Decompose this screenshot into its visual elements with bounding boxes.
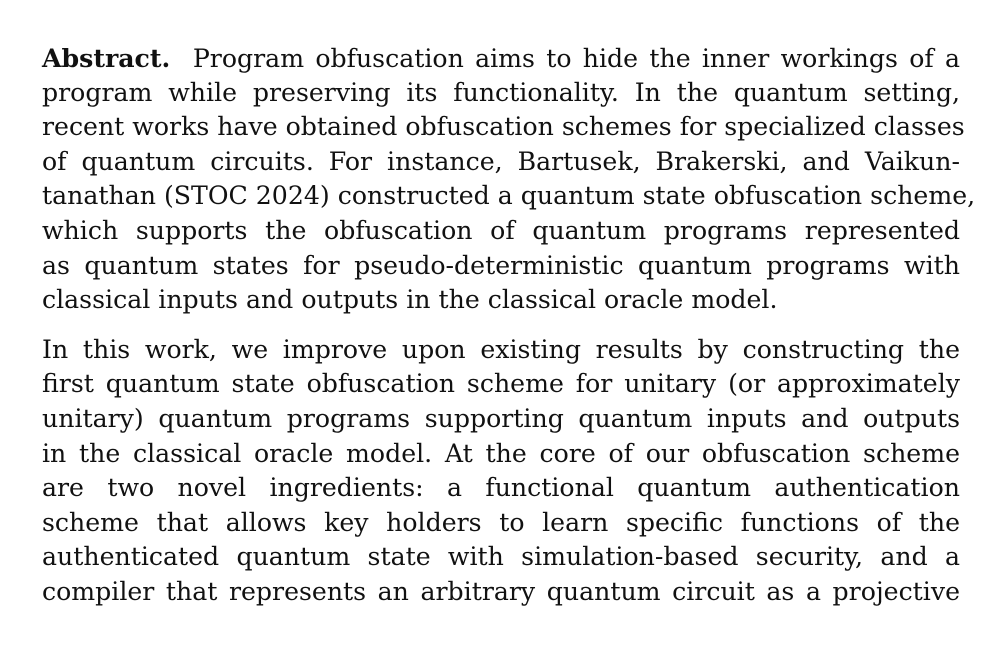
- abstract-label: Abstract.: [42, 43, 171, 73]
- text-line: classical inputs and outputs in the classical oracle model.: [42, 285, 778, 315]
- text-line-content: Program obfuscation aims to hide the inner workings of a: [192, 44, 960, 73]
- text-line: [42, 41, 960, 76]
- text-line: tanathan (STOC 2024) constructed a quantum state obfuscation scheme,: [42, 181, 976, 211]
- text-line: recent works have obtained obfuscation schemes for specialized classes: [42, 112, 965, 142]
- text-line: of quantum circuits. For instance, Bartusek, Brakerski, and Vaikun-: [42, 146, 960, 176]
- abstract-section: [42, 41, 976, 610]
- text-line: in the classical oracle model. At the core of our obfuscation scheme: [42, 438, 960, 468]
- text-line: compiler that represents an arbitrary quantum circuit as a projective: [42, 576, 960, 606]
- text-line: In this work, we improve upon existing results by constructing the: [42, 334, 960, 364]
- text-line: unitary) quantum programs supporting quantum inputs and outputs: [42, 403, 960, 433]
- text-line: authenticated quantum state with simulation-based security, and a: [42, 542, 960, 572]
- text-line: scheme that allows key holders to learn specific functions of the: [42, 507, 960, 537]
- text-line: program while preserving its functionality. In the quantum setting,: [42, 77, 960, 107]
- abstract-paragraph-2: [42, 333, 960, 610]
- text-line: first quantum state obfuscation scheme for unitary (or approximately: [42, 369, 960, 399]
- paragraph-gap: [42, 318, 960, 333]
- text-line: as quantum states for pseudo-deterministic quantum programs with: [42, 250, 960, 280]
- text-line: which supports the obfuscation of quantum programs represented: [42, 215, 960, 245]
- text-line: are two novel ingredients: a functional quantum authentication: [42, 473, 960, 503]
- abstract-paragraph-1: [42, 41, 976, 318]
